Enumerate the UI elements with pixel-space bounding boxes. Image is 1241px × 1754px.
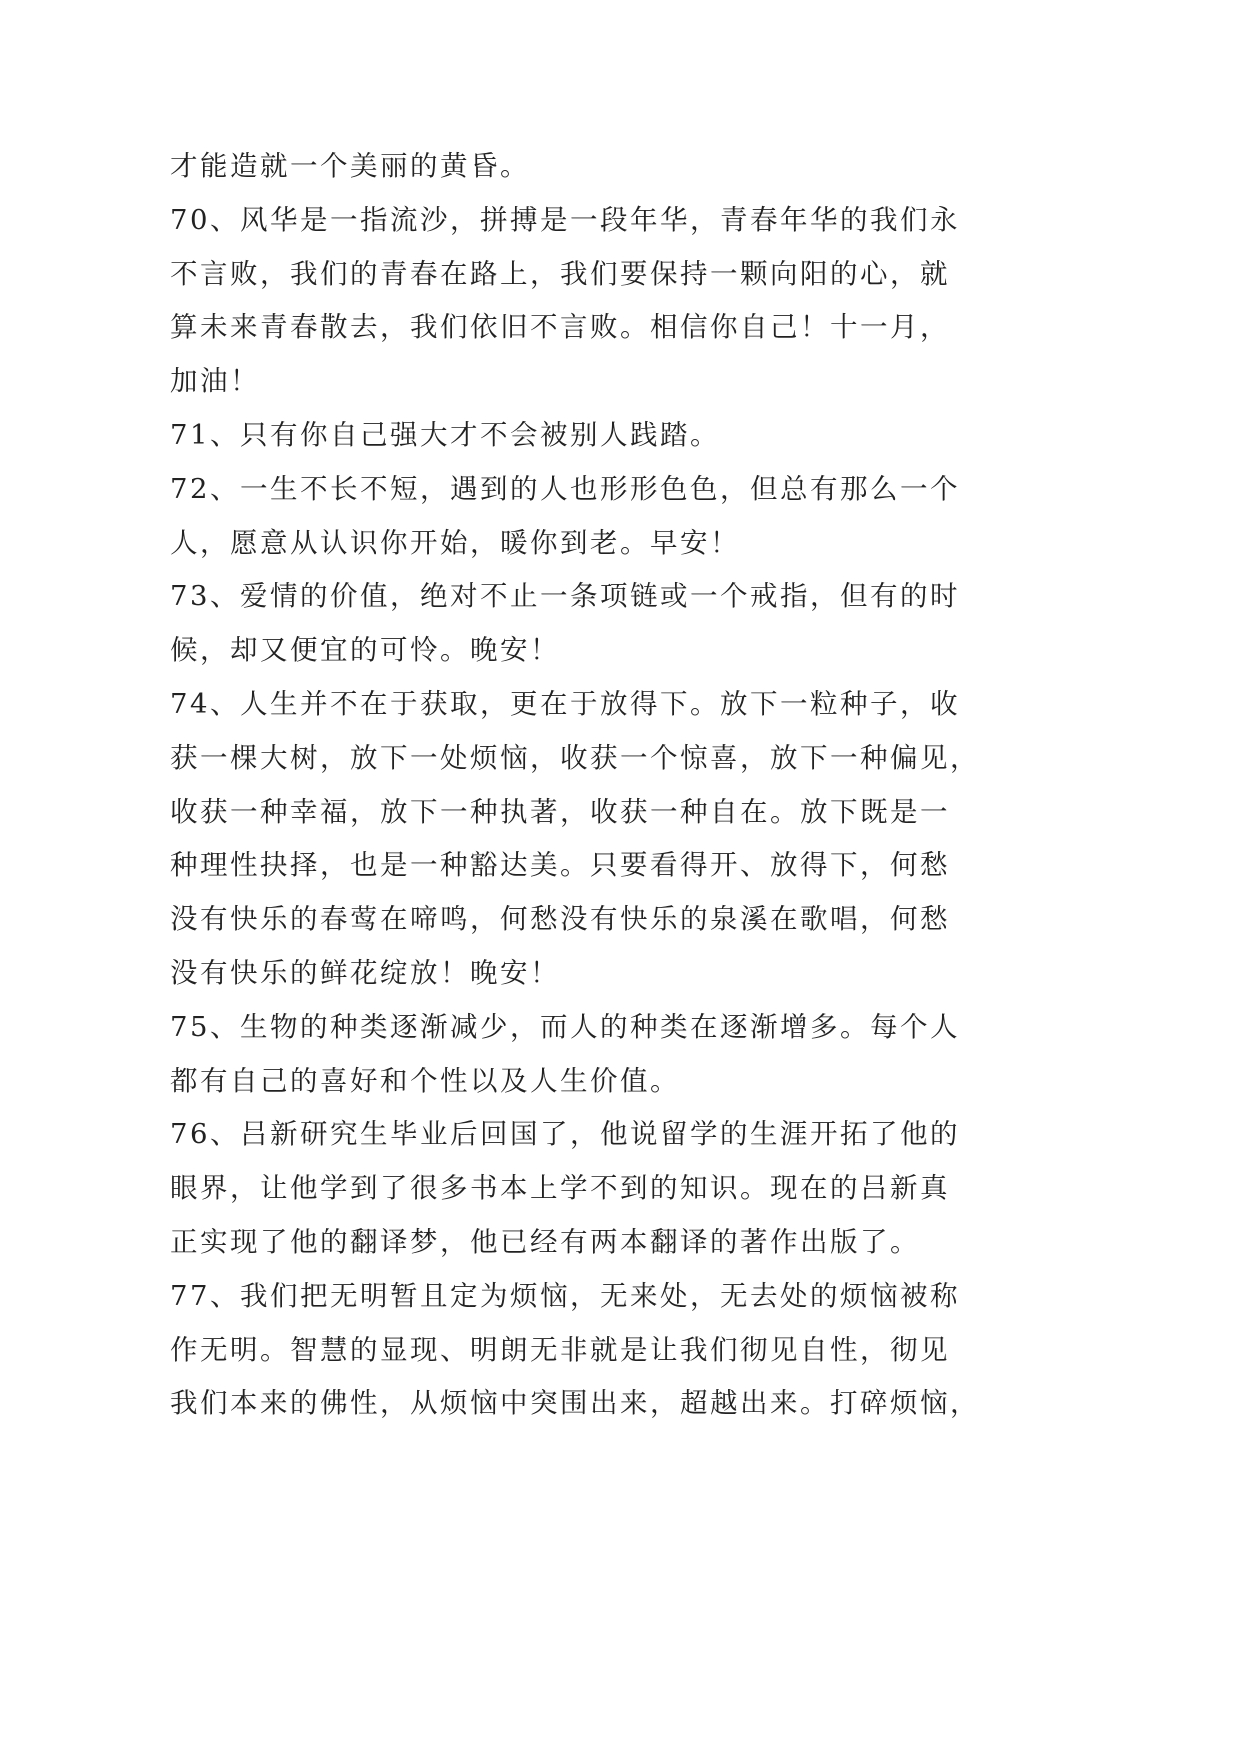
text-line: 76、吕新研究生毕业后回国了，他说留学的生涯开拓了他的 xyxy=(170,1118,960,1151)
text-line: 77、我们把无明暂且定为烦恼，无来处，无去处的烦恼被称 xyxy=(170,1279,960,1312)
text-line: 71、只有你自己强大才不会被别人践踏。 xyxy=(170,418,720,451)
text-line: 眼界，让他学到了很多书本上学不到的知识。现在的吕新真 xyxy=(170,1172,950,1205)
text-line: 75、生物的种类逐渐减少，而人的种类在逐渐增多。每个人 xyxy=(170,1010,960,1043)
text-line: 加油！ xyxy=(170,365,260,398)
text-line: 73、爱情的价值，绝对不止一条项链或一个戒指，但有的时 xyxy=(170,580,960,613)
text-line: 正实现了他的翻译梦，他已经有两本翻译的著作出版了。 xyxy=(170,1225,920,1258)
text-line: 74、人生并不在于获取，更在于放得下。放下一粒种子，收 xyxy=(170,687,960,720)
text-line: 候，却又便宜的可怜。晚安！ xyxy=(170,634,560,667)
text-line: 人，愿意从认识你开始，暖你到老。早安！ xyxy=(170,526,740,559)
document-body xyxy=(170,140,980,1431)
text-line: 才能造就一个美丽的黄昏。 xyxy=(170,150,530,182)
text-line: 没有快乐的春莺在啼鸣，何愁没有快乐的泉溪在歌唱，何愁 xyxy=(170,903,950,936)
text-line: 没有快乐的鲜花绽放！晚安！ xyxy=(170,956,560,989)
text-line: 都有自己的喜好和个性以及人生价值。 xyxy=(170,1064,680,1097)
text-line: 种理性抉择，也是一种豁达美。只要看得开、放得下，何愁 xyxy=(170,849,950,882)
text-line: 72、一生不长不短，遇到的人也形形色色，但总有那么一个 xyxy=(170,472,960,505)
text-line: 获一棵大树，放下一处烦恼，收获一个惊喜，放下一种偏见， xyxy=(170,741,980,774)
text-line: 算未来青春散去，我们依旧不言败。相信你自己！十一月， xyxy=(170,311,950,344)
text-line: 不言败，我们的青春在路上，我们要保持一颗向阳的心，就 xyxy=(170,257,950,290)
text-line: 我们本来的佛性，从烦恼中突围出来，超越出来。打碎烦恼， xyxy=(170,1387,980,1420)
text-line: 作无明。智慧的显现、明朗无非就是让我们彻见自性，彻见 xyxy=(170,1333,950,1366)
text-line: 收获一种幸福，放下一种执著，收获一种自在。放下既是一 xyxy=(170,795,950,828)
text-line: 70、风华是一指流沙，拼搏是一段年华，青春年华的我们永 xyxy=(170,203,960,236)
